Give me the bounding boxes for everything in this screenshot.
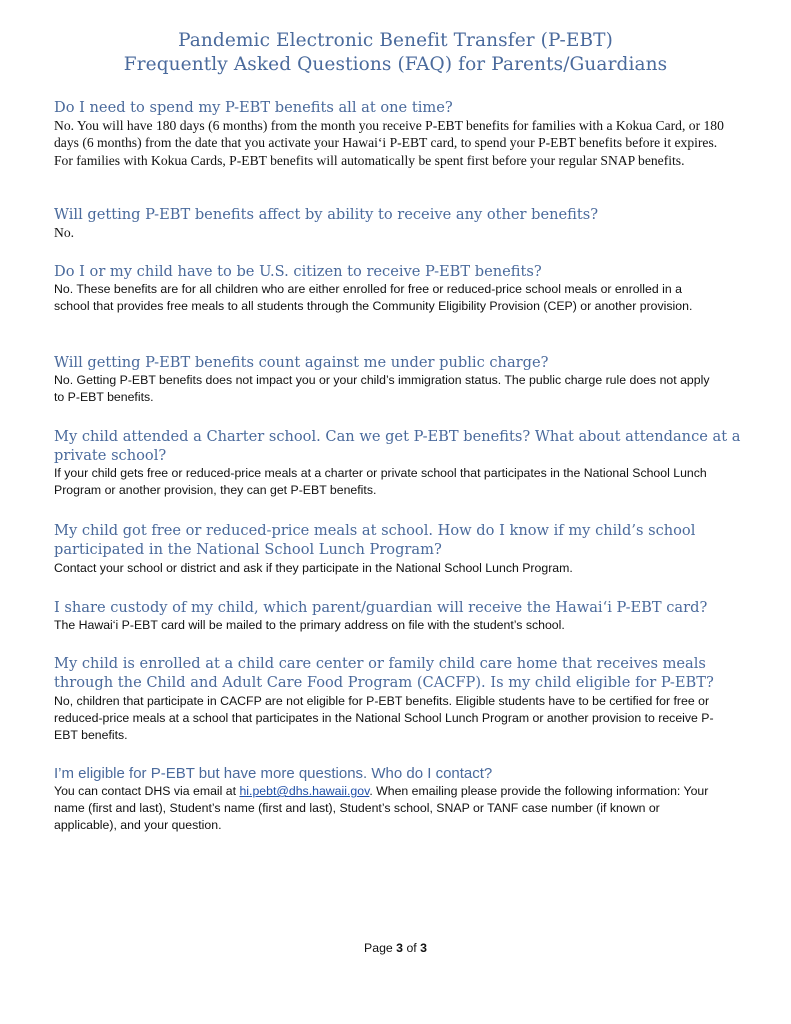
faq-answer-5: If your child gets free or reduced-price meals at a charter or private school that participates in the National School Lunch Program or another provision, they can get P-EBT benefits. [54,466,707,498]
faq-answer-4: No. Getting P-EBT benefits does not impact you or your child’s immigration status. The public charge rule does not apply to P-EBT benefits. [54,373,710,405]
page-total: 3 [420,941,427,955]
faq-question-7: I share custody of my child, which parent/guardian will receive the Hawai‘i P-EBT card? [54,599,708,616]
faq-question-6: My child got free or reduced-price meals at school. How do I know if my child’s school participated in the National School Lunch Program? [54,522,696,558]
faq-answer-8: No, children that participate in CACFP are not eligible for P-EBT benefits. Eligible students have to be certified for free or reduced-price meals at a school that participates in the National School Lunch Program or another provision to receive P-EBT benefits. [54,694,714,743]
faq-answer-9 [54,783,714,835]
faq-question-4: Will getting P-EBT benefits count against me under public charge? [54,354,549,371]
faq-answer-1: No. You will have 180 days (6 months) from the month you receive P-EBT benefits for families with a Kokua Card, or 180 days (6 months) from the date that you activate your Hawai‘i P-EBT card, to spend your P-EBT benefits before it expires. For families with Kokua Cards, P-EBT benefits will automatically be spent first before your regular SNAP benefits. [54,118,724,168]
faq-answer-9-before: You can contact DHS via email at [54,784,240,798]
document-title-line-2: Frequently Asked Questions (FAQ) for Parents/Guardians [123,54,668,75]
faq-question-8: My child is enrolled at a child care center or family child care home that receives meals through the Child and Adult Care Food Program (CACFP). Is my child eligible for P-EBT? [54,655,714,691]
page-word: Page [364,941,393,955]
faq-answer-9-after: . When emailing please provide the following information: Your name (first and last), Student’s name (first and last), Student’s school, SNAP or TANF case number (if known or applicable), and your question. [54,784,709,833]
contact-email-link[interactable]: hi.pebt@dhs.hawaii.gov [239,784,370,798]
faq-answer-2: No. [54,225,75,240]
page-of-word: of [406,941,417,955]
faq-question-9: I’m eligible for P-EBT but have more questions. Who do I contact? [54,765,493,782]
page-footer [0,941,791,955]
page-current: 3 [396,941,404,955]
faq-question-5: My child attended a Charter school. Can we get P-EBT benefits? What about attendance at a private school? [54,428,741,464]
faq-question-3: Do I or my child have to be U.S. citizen to receive P-EBT benefits? [54,263,542,280]
faq-question-2: Will getting P-EBT benefits affect by ability to receive any other benefits? [54,206,599,223]
faq-question-1: Do I need to spend my P-EBT benefits all at one time? [54,99,453,116]
faq-answer-7: The Hawai‘i P-EBT card will be mailed to the primary address on file with the student’s school. [54,618,565,632]
faq-answer-6: Contact your school or district and ask if they participate in the National School Lunch Program. [54,561,573,575]
faq-answer-3: No. These benefits are for all children who are either enrolled for free or reduced-price school meals or enrolled in a school that provides free meals to all students through the Community Eligibility Provision (CEP) or another provision. [54,282,693,314]
document-title-line-1: Pandemic Electronic Benefit Transfer (P-EBT) [178,30,613,51]
